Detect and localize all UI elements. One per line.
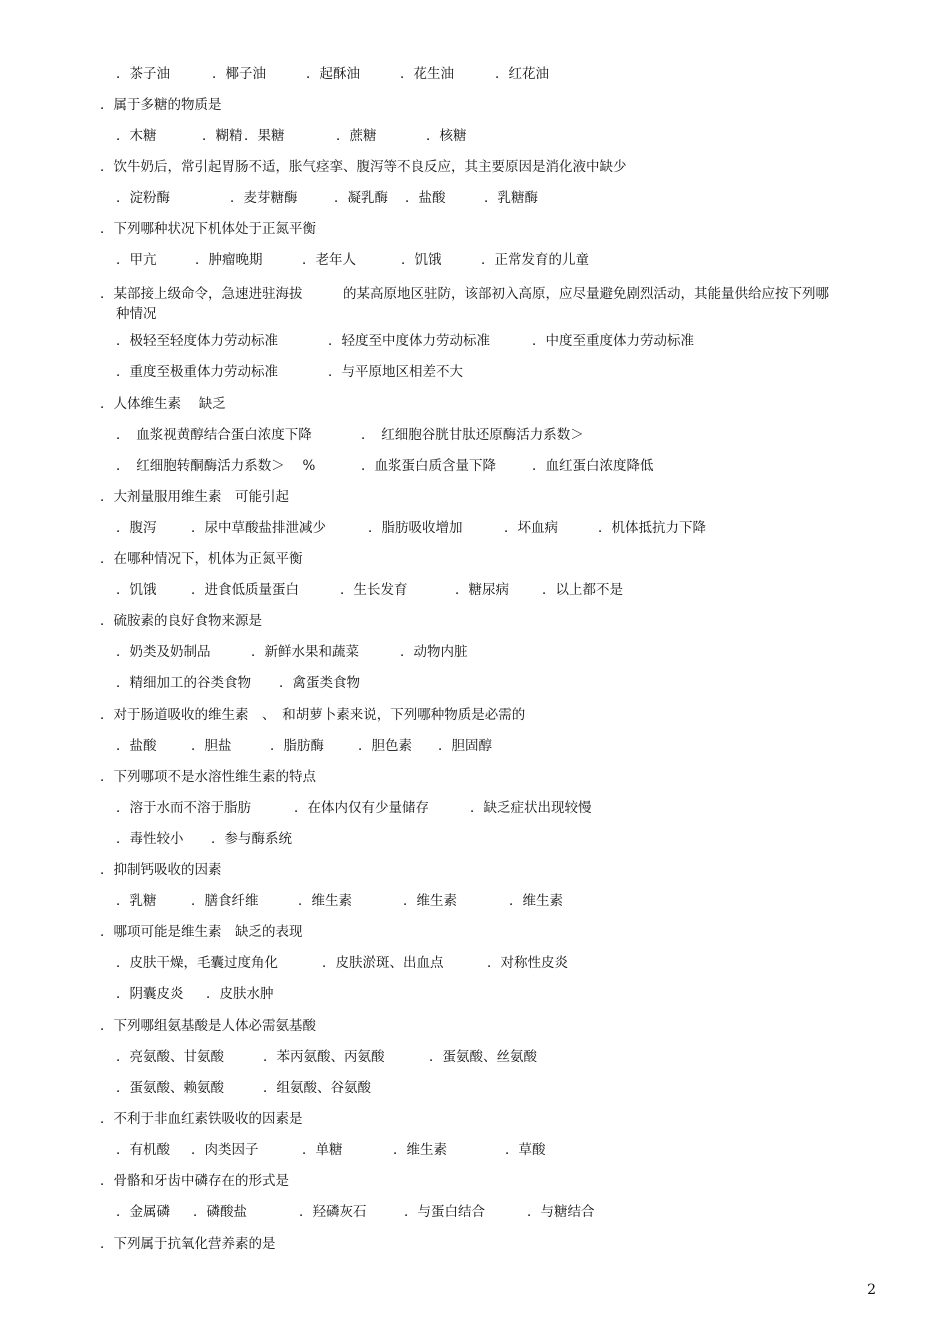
answer-option: ．轻度至中度体力劳动标准 xyxy=(328,333,490,349)
option-row xyxy=(0,456,950,476)
option-row xyxy=(0,829,950,849)
option-row xyxy=(0,891,950,911)
option-row xyxy=(0,642,950,662)
answer-option: ．尿中草酸盐排泄减少 xyxy=(191,520,326,536)
answer-option: ．组氨酸、谷氨酸 xyxy=(263,1080,371,1096)
question-text: ．下列哪种状况下机体处于正氮平衡 xyxy=(100,221,316,237)
answer-option: ．阴囊皮炎 xyxy=(116,986,184,1002)
answer-option: ．苯丙氨酸、丙氨酸 xyxy=(263,1049,385,1065)
question-text: ．下列哪项不是水溶性维生素的特点 xyxy=(100,769,316,785)
answer-option: ．乳糖 xyxy=(116,893,157,909)
answer-option: ．与蛋白结合 xyxy=(404,1204,485,1220)
question-stem xyxy=(0,705,950,725)
answer-option: ．中度至重度体力劳动标准 xyxy=(532,333,694,349)
answer-option: ．胆盐 xyxy=(191,738,232,754)
answer-option: ．胆色素 xyxy=(358,738,412,754)
answer-option: ．维生素 xyxy=(403,893,457,909)
question-text: ．不利于非血红素铁吸收的因素是 xyxy=(100,1111,303,1127)
question-stem xyxy=(0,1016,950,1036)
answer-option: ．毒性较小 xyxy=(116,831,184,847)
answer-option: ．进食低质量蛋白 xyxy=(191,582,299,598)
option-row xyxy=(0,425,950,445)
answer-option: ．禽蛋类食物 xyxy=(279,675,360,691)
option-row xyxy=(0,126,950,146)
question-stem xyxy=(0,611,950,631)
question-stem xyxy=(0,95,950,115)
question-text: ．下列属于抗氧化营养素的是 xyxy=(100,1236,276,1252)
answer-option: ．肉类因子 xyxy=(191,1142,259,1158)
option-row xyxy=(0,798,950,818)
question-stem xyxy=(0,487,950,507)
answer-option: ．皮肤水肿 xyxy=(206,986,274,1002)
question-text: ．人体维生素 缺乏 xyxy=(100,396,226,412)
answer-option: ．极轻至轻度体力劳动标准 xyxy=(116,333,278,349)
answer-option: ．蔗糖 xyxy=(336,128,377,144)
answer-option: ．缺乏症状出现较慢 xyxy=(470,800,592,816)
option-row xyxy=(0,64,950,84)
answer-option: ．坏血病 xyxy=(504,520,558,536)
answer-option: ．以上都不是 xyxy=(542,582,623,598)
option-row xyxy=(0,673,950,693)
answer-option: ．老年人 xyxy=(302,252,356,268)
answer-option: ．肿瘤晚期 xyxy=(195,252,263,268)
answer-option: ．红花油 xyxy=(495,66,549,82)
question-stem xyxy=(0,922,950,942)
answer-option: ．维生素 xyxy=(509,893,563,909)
answer-option: ．金属磷 xyxy=(116,1204,170,1220)
answer-option: ．维生素 xyxy=(393,1142,447,1158)
question-stem xyxy=(0,860,950,880)
answer-option: ．对称性皮炎 xyxy=(487,955,568,971)
answer-option: ．乳糖酶 xyxy=(484,190,538,206)
answer-option: ．重度至极重体力劳动标准 xyxy=(116,364,278,380)
option-row xyxy=(0,1202,950,1222)
answer-option: ．糖尿病 xyxy=(455,582,509,598)
option-row xyxy=(0,331,950,351)
question-text: ．抑制钙吸收的因素 xyxy=(100,862,222,878)
answer-option: ．亮氨酸、甘氨酸 xyxy=(116,1049,224,1065)
option-row xyxy=(0,1047,950,1067)
question-text: ．硫胺素的良好食物来源是 xyxy=(100,613,262,629)
page-number: 2 xyxy=(867,1282,876,1298)
answer-option: ．与平原地区相差不大 xyxy=(328,364,463,380)
answer-option: ． 红细胞转酮酶活力系数＞ % xyxy=(116,458,316,474)
question-text: ．下列哪组氨基酸是人体必需氨基酸 xyxy=(100,1018,316,1034)
question-stem xyxy=(0,394,950,414)
question-stem xyxy=(0,157,950,177)
option-row xyxy=(0,518,950,538)
option-row xyxy=(0,1140,950,1160)
question-text-continuation: 种情况 xyxy=(116,306,157,322)
option-row xyxy=(0,953,950,973)
answer-option: ．机体抵抗力下降 xyxy=(598,520,706,536)
option-row xyxy=(0,736,950,756)
answer-option: ．磷酸盐 xyxy=(193,1204,247,1220)
question-stem xyxy=(0,284,950,322)
answer-option: ．胆固醇 xyxy=(438,738,492,754)
question-stem xyxy=(0,1109,950,1129)
answer-option: ．有机酸 xyxy=(116,1142,170,1158)
answer-option: ．淀粉酶 xyxy=(116,190,170,206)
option-row xyxy=(0,188,950,208)
question-text: ．某部接上级命令，急速进驻海拔 的某高原地区驻防，该部初入高原，应尽量避免剧烈活动，其能量供给应按下列哪 xyxy=(100,286,829,302)
option-row xyxy=(0,1078,950,1098)
question-stem xyxy=(0,219,950,239)
answer-option: ．脂肪吸收增加 xyxy=(368,520,463,536)
answer-option: ．单糖 xyxy=(302,1142,343,1158)
answer-option: ．正常发育的儿童 xyxy=(481,252,589,268)
answer-option: ．血浆蛋白质含量下降 xyxy=(361,458,496,474)
question-text: ．属于多糖的物质是 xyxy=(100,97,222,113)
answer-option: ．溶于水而不溶于脂肪 xyxy=(116,800,251,816)
answer-option: ．麦芽糖酶 xyxy=(230,190,298,206)
answer-option: ．生长发育 xyxy=(340,582,408,598)
answer-option: ．花生油 xyxy=(400,66,454,82)
question-text: ．饮牛奶后，常引起胃肠不适，胀气痉挛、腹泻等不良反应，其主要原因是消化液中缺少 xyxy=(100,159,627,175)
answer-option: ．奶类及奶制品 xyxy=(116,644,211,660)
answer-option: ．羟磷灰石 xyxy=(299,1204,367,1220)
answer-option: ．维生素 xyxy=(298,893,352,909)
answer-option: ．盐酸 xyxy=(405,190,446,206)
question-stem xyxy=(0,767,950,787)
answer-option: ． 红细胞谷胱甘肽还原酶活力系数＞ xyxy=(361,427,584,443)
question-text: ．在哪种情况下，机体为正氮平衡 xyxy=(100,551,303,567)
answer-option: ．与糖结合 xyxy=(527,1204,595,1220)
answer-option: ．甲亢 xyxy=(116,252,157,268)
question-stem xyxy=(0,549,950,569)
option-row xyxy=(0,984,950,1004)
answer-option: ．皮肤淤斑、出血点 xyxy=(322,955,444,971)
option-row xyxy=(0,362,950,382)
question-text: ．对于肠道吸收的维生素 、 和胡萝卜素来说，下列哪种物质是必需的 xyxy=(100,707,526,723)
question-text: ．大剂量服用维生素 可能引起 xyxy=(100,489,289,505)
question-text: ．骨骼和牙齿中磷存在的形式是 xyxy=(100,1173,289,1189)
answer-option: ．核糖 xyxy=(426,128,467,144)
answer-option: ．皮肤干燥，毛囊过度角化 xyxy=(116,955,278,971)
answer-option: ．饥饿 xyxy=(401,252,442,268)
answer-option: ．新鲜水果和蔬菜 xyxy=(251,644,359,660)
answer-option: ．在体内仅有少量储存 xyxy=(294,800,429,816)
answer-option: ．盐酸 xyxy=(116,738,157,754)
question-stem xyxy=(0,1171,950,1191)
answer-option: ．糊精 xyxy=(202,128,243,144)
answer-option: ．蛋氨酸、赖氨酸 xyxy=(116,1080,224,1096)
answer-option: ．腹泻 xyxy=(116,520,157,536)
answer-option: ．膳食纤维 xyxy=(191,893,259,909)
answer-option: ． 血浆视黄醇结合蛋白浓度下降 xyxy=(116,427,312,443)
option-row xyxy=(0,580,950,600)
answer-option: ．血红蛋白浓度降低 xyxy=(532,458,654,474)
question-text: ．哪项可能是维生素 缺乏的表现 xyxy=(100,924,303,940)
answer-option: ．参与酶系统 xyxy=(211,831,292,847)
answer-option: ．脂肪酶 xyxy=(270,738,324,754)
question-stem xyxy=(0,1234,950,1254)
answer-option: ．果糖 xyxy=(244,128,285,144)
answer-option: ．木糖 xyxy=(116,128,157,144)
answer-option: ．动物内脏 xyxy=(400,644,468,660)
answer-option: ．起酥油 xyxy=(306,66,360,82)
answer-option: ．草酸 xyxy=(505,1142,546,1158)
option-row xyxy=(0,250,950,270)
answer-option: ．精细加工的谷类食物 xyxy=(116,675,251,691)
answer-option: ．茶子油 xyxy=(116,66,170,82)
answer-option: ．凝乳酶 xyxy=(334,190,388,206)
answer-option: ．蛋氨酸、丝氨酸 xyxy=(429,1049,537,1065)
answer-option: ．饥饿 xyxy=(116,582,157,598)
answer-option: ．椰子油 xyxy=(212,66,266,82)
